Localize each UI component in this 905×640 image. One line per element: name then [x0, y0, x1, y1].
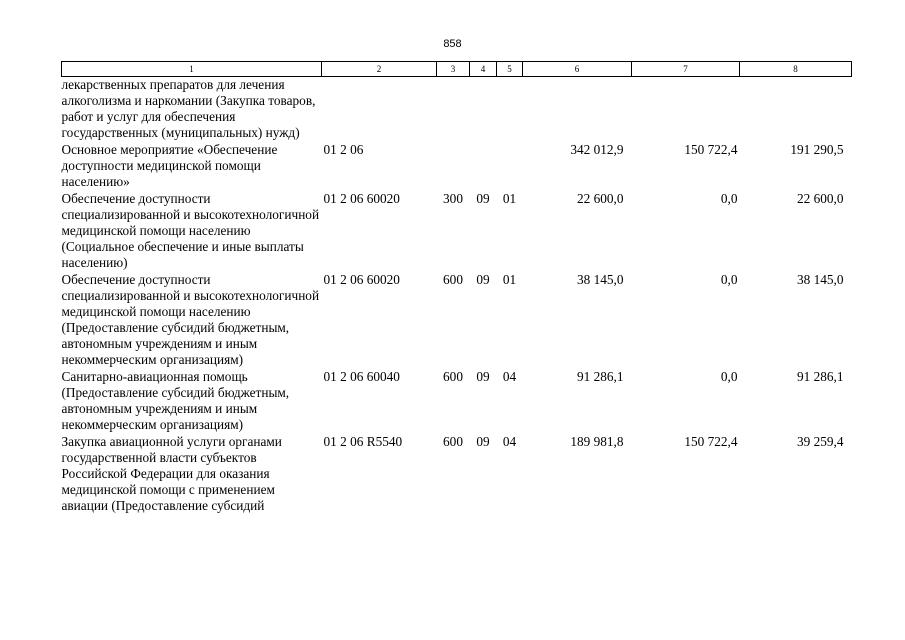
row-value-total	[523, 77, 632, 143]
row-type: 300	[443, 191, 463, 206]
table-row	[62, 77, 852, 143]
row-value-7: 0,0	[720, 272, 738, 287]
row-subsection: 04	[502, 369, 517, 384]
row-subsection	[497, 142, 523, 191]
table-row	[62, 369, 852, 434]
row-subsection: 01	[502, 191, 517, 206]
row-value-7: 150 722,4	[684, 434, 738, 449]
row-section: 09	[476, 434, 490, 449]
row-name: Обеспечение доступности специализированной и высокотехнологичной медицинской помощи населению (Социальное обеспечение и иные выплаты населению)	[61, 191, 320, 270]
row-code: 01 2 06 60040	[323, 369, 400, 384]
row-name: Санитарно-авиационная помощь (Предоставление субсидий бюджетным, автономным учреждениям и иным некоммерческим организациям)	[61, 369, 290, 432]
row-subsection: 01	[502, 272, 517, 287]
row-name: Обеспечение доступности специализированной и высокотехнологичной медицинской помощи населению (Предоставление субсидий бюджетным, автономным учреждениям и иным некоммерческим организациям)	[61, 272, 320, 367]
row-name: Основное мероприятие «Обеспечение доступности медицинской помощи населению»	[61, 142, 278, 189]
row-value-total: 38 145,0	[576, 272, 624, 287]
row-value-total: 22 600,0	[576, 191, 624, 206]
row-subsection: 04	[502, 434, 517, 449]
col-header-7: 7	[632, 62, 740, 77]
row-value-7: 0,0	[720, 369, 738, 384]
row-value-8	[740, 77, 852, 143]
row-value-7: 150 722,4	[684, 142, 738, 157]
table-row	[62, 142, 852, 191]
row-value-8: 91 286,1	[796, 369, 844, 384]
row-section	[470, 142, 497, 191]
row-section: 09	[476, 272, 490, 287]
page-number: 858	[443, 38, 462, 50]
row-name: лекарственных препаратов для лечения алкоголизма и наркомании (Закупка товаров, работ и услуг для обеспечения государственных (муниципальных) нужд)	[61, 77, 316, 140]
row-section: 09	[476, 191, 490, 206]
col-header-4: 4	[470, 62, 497, 77]
row-value-8: 38 145,0	[796, 272, 844, 287]
col-header-2: 2	[322, 62, 437, 77]
row-code: 01 2 06 R5540	[323, 434, 403, 449]
table-row	[62, 272, 852, 369]
row-code: 01 2 06	[323, 142, 364, 157]
row-type: 600	[443, 369, 463, 384]
row-type: 600	[443, 434, 463, 449]
budget-table	[61, 61, 852, 515]
row-type	[437, 77, 470, 143]
col-header-1: 1	[62, 62, 322, 77]
row-subsection	[497, 77, 523, 143]
table-row	[62, 434, 852, 515]
row-value-7	[632, 77, 740, 143]
row-value-8: 191 290,5	[790, 142, 844, 157]
col-header-8: 8	[740, 62, 852, 77]
row-value-total: 342 012,9	[570, 142, 624, 157]
row-value-total: 189 981,8	[570, 434, 624, 449]
row-value-8: 22 600,0	[796, 191, 844, 206]
row-code: 01 2 06 60020	[323, 272, 400, 287]
row-code	[322, 77, 437, 143]
col-header-6: 6	[523, 62, 632, 77]
row-name: Закупка авиационной услуги органами государственной власти субъектов Российской Федерации для оказания медицинской помощи с применением авиации (Предоставление субсидий	[61, 434, 282, 513]
row-value-7: 0,0	[720, 191, 738, 206]
row-type: 600	[443, 272, 463, 287]
row-section: 09	[476, 369, 490, 384]
table-header-row	[62, 62, 852, 77]
table-row	[62, 191, 852, 272]
col-header-5: 5	[497, 62, 523, 77]
row-value-8: 39 259,4	[796, 434, 844, 449]
row-type	[437, 142, 470, 191]
col-header-3: 3	[437, 62, 470, 77]
row-value-total: 91 286,1	[576, 369, 624, 384]
row-code: 01 2 06 60020	[323, 191, 400, 206]
row-section	[470, 77, 497, 143]
